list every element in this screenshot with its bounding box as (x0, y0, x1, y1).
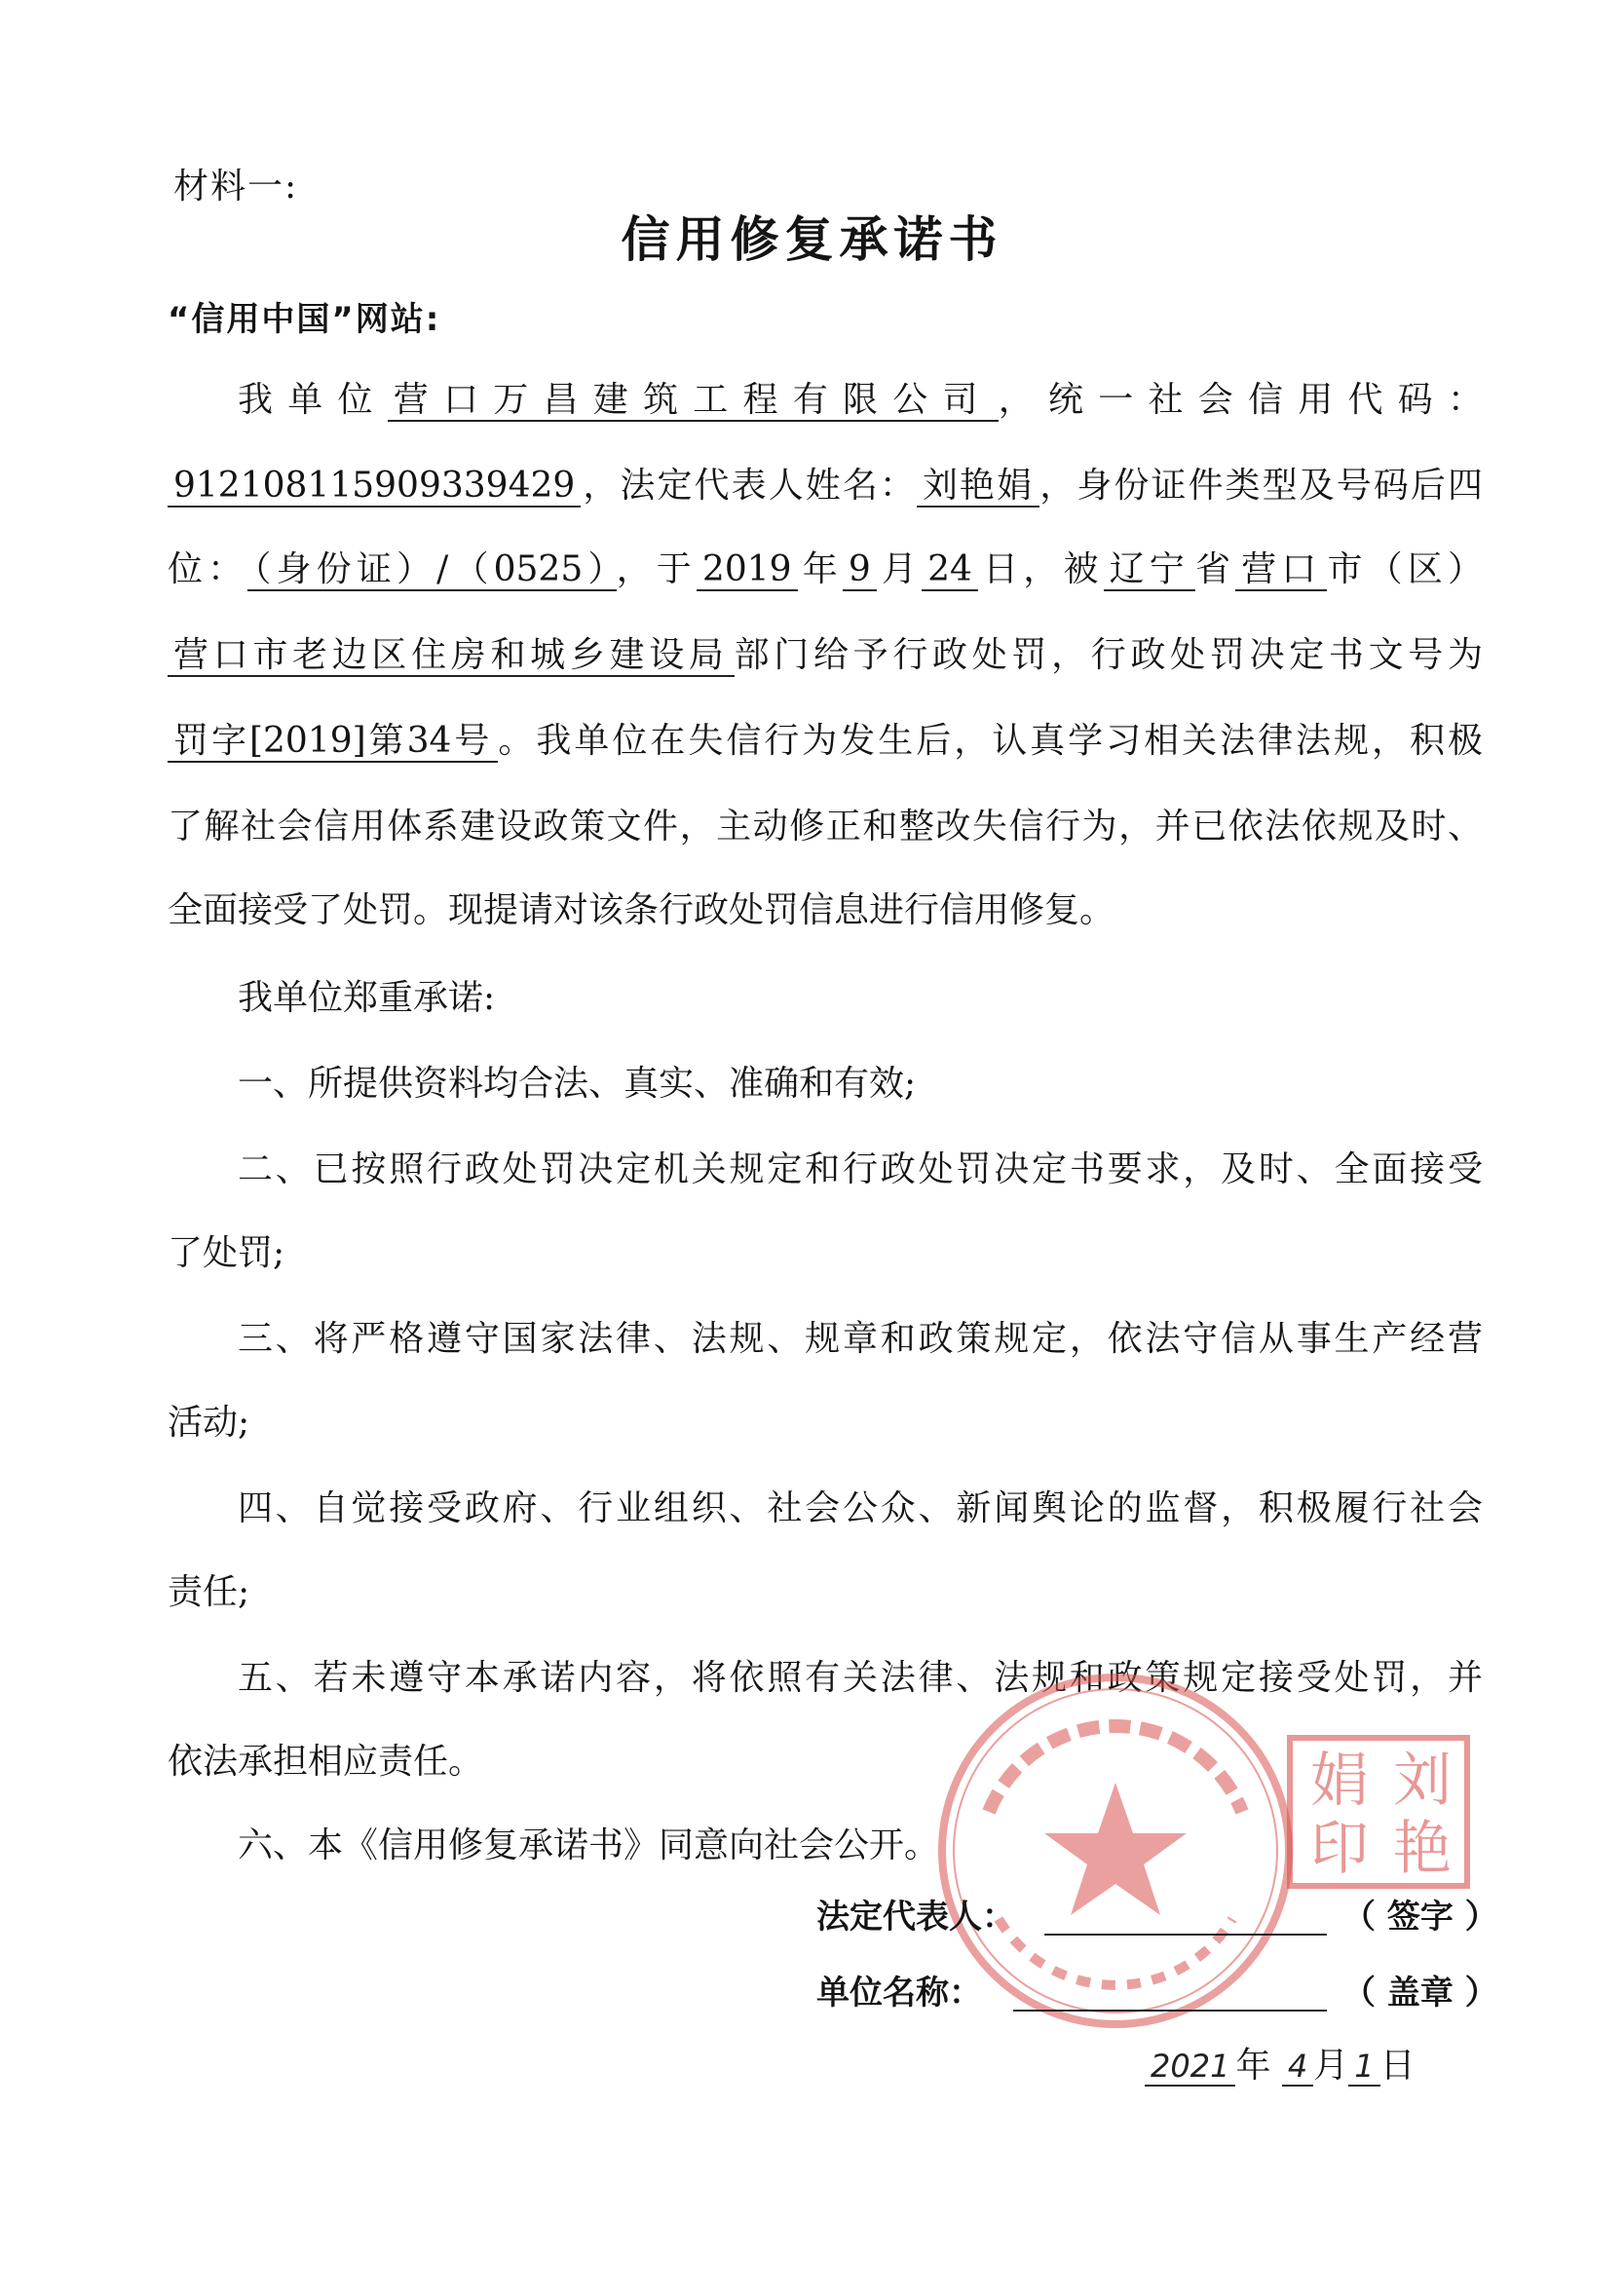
signature-line (1044, 1934, 1327, 1936)
intro-line-5 (168, 713, 1483, 763)
credit-code: 912108115909339429 (168, 466, 581, 508)
promise-item-4-cont: 责任; (168, 1572, 250, 1612)
intro-line-7: 全面接受了处罚。现提请对该条行政处罚信息进行信用修复。 (168, 890, 1115, 930)
material-label: 材料一: (173, 167, 299, 207)
year-unit: 年 (797, 549, 843, 589)
signing-day-unit: 日 (1379, 2046, 1416, 2086)
id-prefix: 位： (168, 549, 248, 589)
province: 辽宁 (1104, 549, 1195, 591)
intro-line-5-text: 。我单位在失信行为发生后，认真学习相关法律法规，积极 (498, 721, 1483, 761)
seal-char-2: 艳 (1393, 1815, 1452, 1883)
department: 营口市老边区住房和城乡建设局 (168, 635, 735, 677)
promise-item-3-cont: 活动; (168, 1403, 250, 1443)
signing-month-unit: 月 (1313, 2046, 1349, 2086)
intro-prefix: 我单位 (238, 380, 388, 420)
city-unit: 市（区） (1327, 549, 1483, 589)
id-type-value: （身份证）/（0525） (247, 549, 616, 591)
legal-rep-signature-label: 法定代表人： (816, 1898, 1015, 1937)
penalty-day: 24 (922, 549, 978, 591)
promise-item-5-cont: 依法承担相应责任。 (168, 1742, 484, 1782)
id-label: ，身份证件类型及号码后四 (1039, 466, 1483, 506)
department-suffix: 部门给予行政处罚，行政处罚决定书文号为 (734, 635, 1483, 675)
seal-char-1: 刘 (1393, 1747, 1452, 1815)
promise-item-2-cont: 了处罚; (168, 1233, 285, 1273)
day-unit: 日，被 (977, 549, 1104, 589)
addressee: “信用中国”网站: (168, 300, 441, 339)
company-name: 营口万昌建筑工程有限公司 (388, 380, 999, 422)
signing-year-unit: 年 (1235, 2046, 1271, 2086)
personal-name-seal (1286, 1734, 1471, 1890)
penalty-month: 9 (843, 549, 877, 591)
date-prefix: ，于 (616, 549, 697, 589)
signing-date (1145, 2038, 1416, 2088)
stamp-hint: （ 盖章 ） (1342, 1974, 1498, 2013)
province-unit: 省 (1194, 549, 1236, 589)
promise-item-1: 一、所提供资料均合法、真实、准确和有效; (238, 1064, 917, 1104)
signing-year: 2021 (1145, 2048, 1235, 2087)
promise-item-6: 六、本《信用修复承诺书》同意向社会公开。 (238, 1825, 940, 1865)
legal-rep-label: ，法定代表人姓名： (581, 466, 917, 506)
signature-hint: （ 签字 ） (1342, 1898, 1498, 1937)
company-seal-stamp (930, 1666, 1301, 2036)
promise-lead: 我单位郑重承诺: (238, 978, 496, 1018)
city: 营口 (1235, 549, 1327, 591)
intro-line-1 (168, 372, 1483, 422)
page-title: 信用修复承诺书 (621, 211, 1003, 268)
credit-code-label: ，统一社会信用代码： (998, 380, 1483, 420)
promise-item-2: 二、已按照行政处罚决定机关规定和行政处罚决定书要求，及时、全面接受 (238, 1149, 1483, 1189)
stamp-line (1013, 2010, 1327, 2012)
intro-line-4 (168, 627, 1483, 677)
decision-number: 罚字[2019]第34号 (168, 721, 498, 763)
penalty-year: 2019 (697, 549, 798, 591)
seal-char-3: 娟 (1310, 1747, 1369, 1815)
intro-line-2 (168, 458, 1483, 508)
unit-name-label-visible: 单位名称： (816, 1974, 982, 2013)
intro-line-3 (168, 542, 1483, 591)
month-unit: 月 (876, 549, 923, 589)
signing-day: 1 (1348, 2048, 1379, 2087)
seal-char-4: 印 (1310, 1815, 1369, 1883)
promise-item-4: 四、自觉接受政府、行业组织、社会公众、新闻舆论的监督，积极履行社会 (238, 1488, 1483, 1528)
signing-month: 4 (1282, 2048, 1313, 2087)
promise-item-3: 三、将严格遵守国家法律、法规、规章和政策规定，依法守信从事生产经营 (238, 1319, 1483, 1359)
promise-item-5: 五、若未遵守本承诺内容，将依照有关法律、法规和政策规定接受处罚，并 (238, 1658, 1483, 1698)
intro-line-6: 了解社会信用体系建设政策文件，主动修正和整改失信行为，并已依法依规及时、 (168, 807, 1483, 847)
legal-rep-name: 刘艳娟 (917, 466, 1039, 508)
